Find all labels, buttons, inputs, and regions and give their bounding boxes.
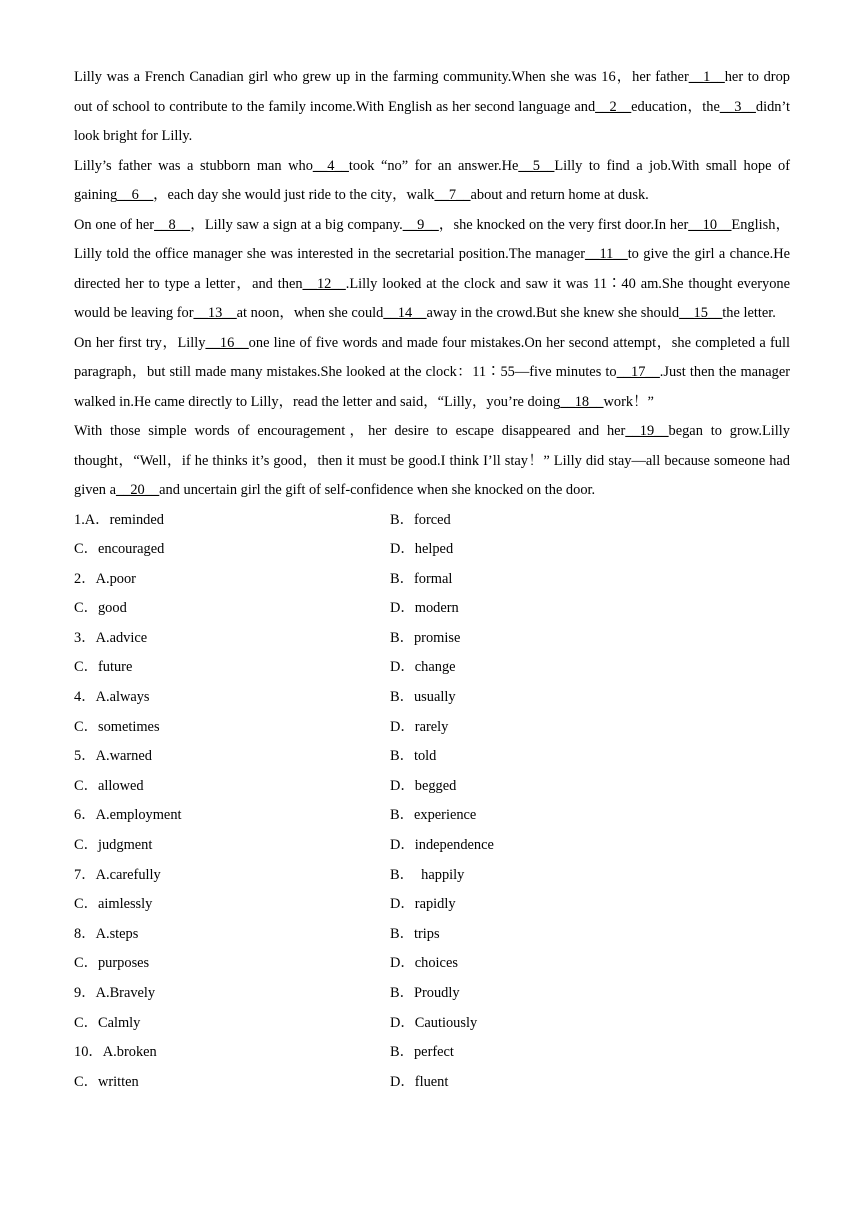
passage-text: about and return home at dusk. (470, 187, 649, 203)
option-row (74, 1068, 790, 1098)
option-row (74, 535, 790, 565)
blank-number: __13__ (193, 305, 237, 321)
option-right: D．change (390, 659, 456, 676)
passage-text: ，she knocked on the very first door.In her (438, 216, 689, 233)
passage-text: On her first try，Lilly (74, 334, 206, 351)
passage-text: her to drop out of school to contribute to the family income.With English as her second language and (74, 69, 790, 115)
option-row (74, 772, 790, 802)
option-left: 3．A.advice (74, 629, 148, 646)
option-left: C．encouraged (74, 541, 165, 558)
option-row (74, 979, 790, 1009)
option-left: 10．A.broken (74, 1044, 157, 1061)
option-row (74, 949, 790, 979)
passage-text: On one of her (74, 216, 155, 233)
passage-text: at noon，when she could (236, 305, 384, 321)
option-row (74, 624, 790, 654)
option-row (74, 565, 790, 595)
option-right: B．promise (390, 629, 461, 646)
option-right: B．experience (390, 807, 477, 824)
passage-text: and uncertain girl the gift of self-confidence when she knocked on the door. (159, 482, 596, 498)
option-row (74, 861, 790, 891)
blank-number: __15__ (679, 305, 723, 321)
option-left: C．good (74, 600, 127, 617)
option-left: 9．A.Bravely (74, 985, 156, 1001)
passage-text: Lilly to find a job.With small hope of gaining (74, 157, 790, 203)
option-left: C．allowed (74, 777, 144, 794)
passage-text: began to grow.Lilly thought，“Well，if he thinks it’s good，then it must be good.I think I’ll stay！” Lilly did stay—all because someone had given a (74, 423, 790, 498)
blank-number: __19__ (625, 423, 669, 439)
passage-text: work！” (603, 393, 654, 410)
passage-paragraph (74, 329, 790, 418)
option-row (74, 1038, 790, 1068)
option-right: B． happily (390, 866, 465, 883)
option-right: B．told (390, 748, 437, 765)
blank-number: __16__ (205, 334, 249, 351)
option-left: C．aimlessly (74, 896, 153, 913)
passage-paragraph (74, 211, 790, 329)
cloze-passage (74, 63, 790, 506)
option-left: C．future (74, 659, 133, 676)
passage-paragraph (74, 417, 790, 506)
blank-number: __8__ (154, 216, 191, 233)
passage-text: Lilly’s father was a stubborn man who (74, 157, 313, 174)
option-left: C．written (74, 1073, 139, 1090)
option-left: 5．A.warned (74, 748, 152, 765)
option-row (74, 653, 790, 683)
option-right: D．independence (390, 837, 494, 854)
option-right: D．helped (390, 541, 454, 558)
passage-text: .Just then the manager walked in.He came directly to Lilly，read the letter and said，“Lilly，you’re doing (74, 364, 791, 410)
option-row (74, 713, 790, 743)
blank-number: __3__ (719, 98, 756, 115)
option-right: D．modern (390, 600, 459, 617)
blank-number: __1__ (688, 69, 725, 85)
blank-number: __7__ (434, 187, 471, 203)
option-right: D．begged (390, 777, 457, 794)
passage-text: English，Lilly told the office manager she was interested in the secretarial position.The manager (74, 216, 790, 262)
blank-number: __2__ (595, 98, 632, 115)
blank-number: __14__ (383, 305, 427, 321)
blank-number: __11__ (585, 246, 628, 262)
passage-text: With those simple words of encouragement，her desire to escape disappeared and her (74, 423, 626, 439)
option-left: 1.A．reminded (74, 511, 164, 528)
passage-text: education，the (631, 98, 720, 115)
option-right: B．Proudly (390, 985, 460, 1001)
option-row (74, 890, 790, 920)
option-row (74, 920, 790, 950)
option-row (74, 831, 790, 861)
passage-text: the letter. (722, 305, 776, 321)
blank-number: __4__ (312, 157, 349, 174)
option-right: D．Cautiously (390, 1014, 478, 1031)
option-left: 2．A.poor (74, 570, 136, 587)
blank-number: __5__ (518, 157, 555, 174)
passage-text: .Lilly looked at the clock and saw it was 11∶40 am.She thought everyone would be leaving for (74, 275, 790, 321)
option-row (74, 1009, 790, 1039)
option-row (74, 683, 790, 713)
passage-text: didn’t look bright for Lilly. (74, 98, 790, 144)
passage-text: away in the crowd.But she knew she should (426, 305, 680, 321)
passage-text: ，Lilly saw a sign at a big company. (190, 216, 403, 233)
option-right: B．usually (390, 689, 456, 706)
option-row (74, 801, 790, 831)
option-row (74, 506, 790, 536)
option-left: C．judgment (74, 837, 153, 854)
option-right: D．fluent (390, 1073, 449, 1090)
option-right: B．trips (390, 925, 440, 942)
blank-number: __9__ (402, 216, 439, 233)
option-left: C．purposes (74, 955, 150, 972)
passage-paragraph (74, 152, 790, 211)
option-right: B．forced (390, 511, 451, 528)
option-left: 4．A.always (74, 689, 150, 706)
option-left: 8．A.steps (74, 925, 139, 942)
option-row (74, 742, 790, 772)
option-left: 7．A.carefully (74, 866, 161, 883)
answer-options (74, 506, 790, 1098)
option-right: D．rarely (390, 718, 449, 735)
passage-paragraph (74, 63, 790, 152)
option-left: C．sometimes (74, 718, 160, 735)
passage-text: one line of five words and made four mistakes.On her second attempt，she completed a full paragraph，but still made many mistakes.She looked at the clock：11∶55—five minutes to (74, 334, 790, 380)
option-right: D．choices (390, 955, 458, 972)
option-right: B．formal (390, 570, 453, 587)
document-page (74, 63, 790, 1097)
blank-number: __10__ (688, 216, 732, 233)
blank-number: __12__ (302, 275, 346, 292)
option-right: D．rapidly (390, 896, 456, 913)
option-right: B．perfect (390, 1044, 454, 1061)
passage-text: Lilly was a French Canadian girl who grew up in the farming community.When she was 16，her father (74, 69, 689, 85)
passage-text: to give the girl a chance.He directed her to type a letter，and then (74, 246, 790, 292)
blank-number: __18__ (560, 393, 604, 410)
option-left: 6．A.employment (74, 807, 182, 824)
passage-text: ，each day she would just ride to the city，walk (153, 187, 435, 203)
blank-number: __17__ (616, 364, 660, 380)
passage-text: took “no” for an answer.He (348, 157, 519, 174)
option-row (74, 594, 790, 624)
blank-number: __6__ (117, 187, 154, 203)
blank-number: __20__ (115, 482, 160, 498)
option-left: C．Calmly (74, 1014, 141, 1031)
